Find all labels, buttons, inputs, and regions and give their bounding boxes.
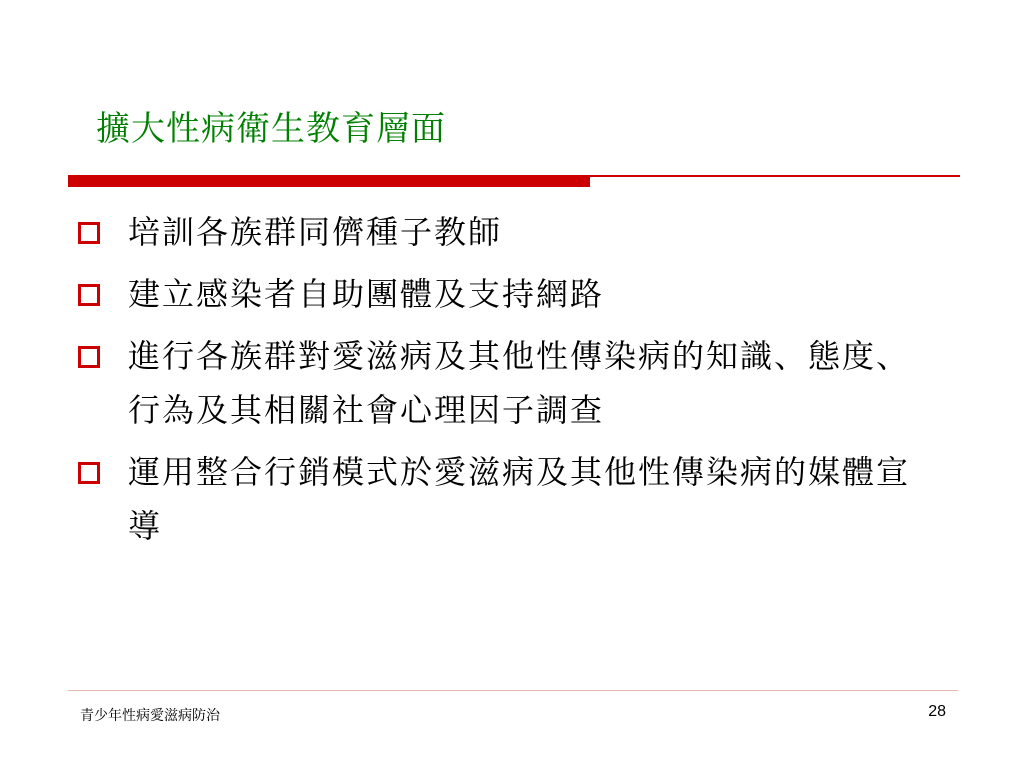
slide-title: 擴大性病衛生教育層面 [96, 109, 446, 149]
hollow-square-icon [78, 346, 100, 368]
bullet-text: 運用整合行銷模式於愛滋病及其他性傳染病的媒體宣導 [128, 453, 911, 545]
bullet-text: 建立感染者自助團體及支持網路 [128, 275, 605, 313]
footer-divider [68, 690, 958, 691]
page-number: 28 [928, 703, 946, 720]
hollow-square-icon [78, 222, 100, 244]
bullet-item [76, 329, 916, 437]
bullet-text: 進行各族群對愛滋病及其他性傳染病的知識、態度、行為及其相關社會心理因子調查 [128, 337, 911, 429]
title-underline-thin [590, 175, 960, 177]
bullet-item [76, 445, 916, 553]
hollow-square-icon [78, 284, 100, 306]
bullet-list [76, 205, 916, 561]
bullet-item [76, 267, 916, 321]
hollow-square-icon [78, 462, 100, 484]
footer-text: 青少年性病愛滋病防治 [80, 708, 220, 724]
bullet-item [76, 205, 916, 259]
bullet-text: 培訓各族群同儕種子教師 [128, 213, 503, 251]
title-underline-thick [68, 175, 590, 187]
